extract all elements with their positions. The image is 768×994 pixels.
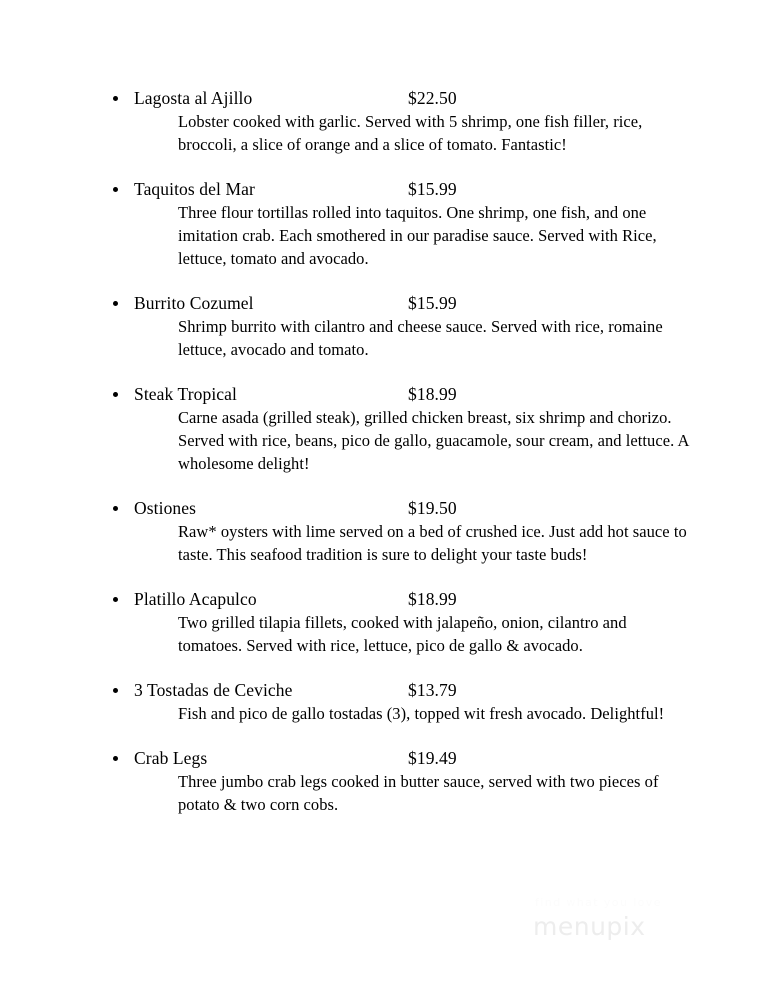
menu-item: [112, 748, 692, 816]
menu-item-name: 3 Tostadas de Ceviche: [134, 680, 293, 700]
menu-item-name: Steak Tropical: [134, 384, 237, 404]
menu-item-name: Platillo Acapulco: [134, 589, 257, 609]
bullet-icon: [113, 688, 118, 693]
menu-item-header: [112, 88, 692, 109]
menu-item-price: $22.50: [408, 88, 457, 108]
bullet-icon: [113, 506, 118, 511]
menu-item-description: Fish and pico de gallo tostadas (3), topped wit fresh avocado. Delightful!: [178, 704, 665, 723]
menu-item-name: Crab Legs: [134, 748, 208, 768]
menu-item: [112, 589, 692, 657]
menu-item: [112, 680, 692, 725]
bullet-icon: [113, 392, 118, 397]
menu-item-header: [112, 748, 692, 769]
menu-item-description: Carne asada (grilled steak), grilled chicken breast, six shrimp and chorizo. Served with rice, beans, pico de gallo, guacamole, sour cream, and lettuce. A wholesome delight!: [178, 408, 689, 473]
menu-item-price: $15.99: [408, 293, 457, 313]
menupix-watermark: [530, 896, 690, 942]
menu-item-price: $15.99: [408, 179, 457, 199]
bullet-icon: [113, 756, 118, 761]
menu-item: [112, 293, 692, 361]
menu-item: [112, 384, 692, 475]
menu-item-name: Ostiones: [134, 498, 197, 518]
menu-item-name: Burrito Cozumel: [134, 293, 254, 313]
watermark-tagline: find what you love: [535, 896, 662, 909]
menu-item-header: [112, 589, 692, 610]
menu-item-list: [112, 88, 692, 839]
menu-item-description: Three flour tortillas rolled into taquitos. One shrimp, one fish, and one imitation crab. Each smothered in our paradise sauce. Served with Rice, lettuce, tomato and avocado.: [178, 203, 657, 268]
menu-item-header: [112, 384, 692, 405]
bullet-icon: [113, 597, 118, 602]
watermark-brand-text: menupix: [533, 912, 646, 941]
bullet-icon: [113, 301, 118, 306]
menu-item-description: Lobster cooked with garlic. Served with 5 shrimp, one fish filler, rice, broccoli, a slice of orange and a slice of tomato. Fantastic!: [178, 112, 643, 154]
menu-item-header: [112, 498, 692, 519]
bullet-icon: [113, 187, 118, 192]
menu-item-price: $19.49: [408, 748, 457, 768]
menu-item-name: Lagosta al Ajillo: [134, 88, 253, 108]
menu-item: [112, 498, 692, 566]
menu-item-description: Three jumbo crab legs cooked in butter sauce, served with two pieces of potato & two corn cobs.: [178, 772, 659, 814]
menu-item-price: $13.79: [408, 680, 457, 700]
menu-item-description: Shrimp burrito with cilantro and cheese sauce. Served with rice, romaine lettuce, avocado and tomato.: [178, 317, 663, 359]
menu-item-name: Taquitos del Mar: [134, 179, 255, 199]
menu-item: [112, 179, 692, 270]
bullet-icon: [113, 96, 118, 101]
menu-item: [112, 88, 692, 156]
menu-item-header: [112, 179, 692, 200]
menu-item-price: $19.50: [408, 498, 457, 518]
menu-item-description: Raw* oysters with lime served on a bed of crushed ice. Just add hot sauce to taste. This seafood tradition is sure to delight your taste buds!: [178, 522, 687, 564]
menu-item-price: $18.99: [408, 589, 457, 609]
menu-item-header: [112, 293, 692, 314]
menu-item-header: [112, 680, 692, 701]
menu-item-price: $18.99: [408, 384, 457, 404]
menu-item-description: Two grilled tilapia fillets, cooked with jalapeño, onion, cilantro and tomatoes. Served with rice, lettuce, pico de gallo & avocado.: [178, 613, 627, 655]
